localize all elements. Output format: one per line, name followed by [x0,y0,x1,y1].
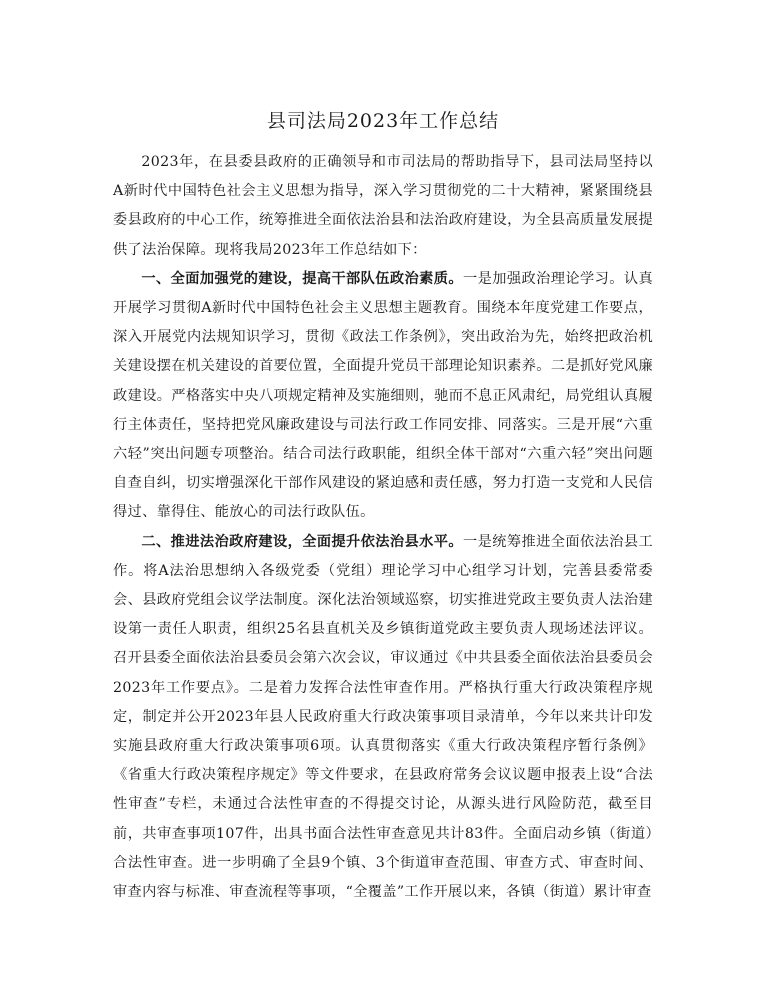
document-title: 县司法局2023年工作总结 [266,110,500,132]
section-1-paragraph [113,265,653,528]
section-1-heading: 一、全面加强党的建设，提高干部队伍政治素质。 [141,270,464,287]
section-1-body: 一是加强政治理论学习。认真开展学习贯彻A新时代中国特色社会主义思想主题教育。围绕本年度党建工作要点，深入开展党内法规知识学习，贯彻《政法工作条例》，突出政治为先，始终把政治机关建设摆在机关建设的首要位置，全面提升党员干部理论知识素养。二是抓好党风廉政建设。严格落实中央八项规定精神及实施细则，驰而不息正风肃纪，局党组认真履行主体责任，坚持把党风廉政建设与司法行政工作同安排、同落实。三是开展“六重六轻”突出问题专项整治。结合司法行政职能，组织全体干部对“六重六轻”突出问题自查自纠，切实增强深化干部作风建设的紧迫感和责任感，努力打造一支党和人民信得过、靠得住、能放心的司法行政队伍。 [113,270,654,521]
section-2-paragraph [113,528,653,908]
intro-paragraph: 2023年，在县委县政府的正确领导和市司法局的帮助指导下，县司法局坚持以A新时代中国特色社会主义思想为指导，深入学习贯彻党的二十大精神，紧紧围绕县委县政府的中心工作，统筹推进全面依法治县和法治政府建设，为全县高质量发展提供了法治保障。现将我局2023年工作总结如下： [113,154,653,258]
section-2-body: 一是统筹推进全面依法治县工作。将A法治思想纳入各级党委（党组）理论学习中心组学习计划，完善县委常委会、县政府党组会议学法制度。深化法治领域巡察，切实推进党政主要负责人法治建设第一责任人职责，组织25名县直机关及乡镇街道党政主要负责人现场述法评议。召开县委全面依法治县委员会第六次会议，审议通过《中共县委全面依法治县委员会2023年工作要点》。二是着力发挥合法性审查作用。严格执行重大行政决策程序规定，制定并公开2023年县人民政府重大行政决策事项目录清单，今年以来共计印发实施县政府重大行政决策事项6项。认真贯彻落实《重大行政决策程序暂行条例》《省重大行政决策程序规定》等文件要求，在县政府常务会议议题申报表上设“合法性审查”专栏，未通过合法性审查的不得提交讨论，从源头进行风险防范，截至目前，共审查事项107件，出具书面合法性审查意见共计83件。全面启动乡镇（街道）合法性审查。进一步明确了全县9个镇、3个街道审查范围、审查方式、审查时间、审查内容与标准、审查流程等事项，“全覆盖”工作开展以来，各镇（街道）累计审查 [113,533,654,901]
section-2-heading: 二、推进法治政府建设，全面提升依法治县水平。 [141,533,464,550]
